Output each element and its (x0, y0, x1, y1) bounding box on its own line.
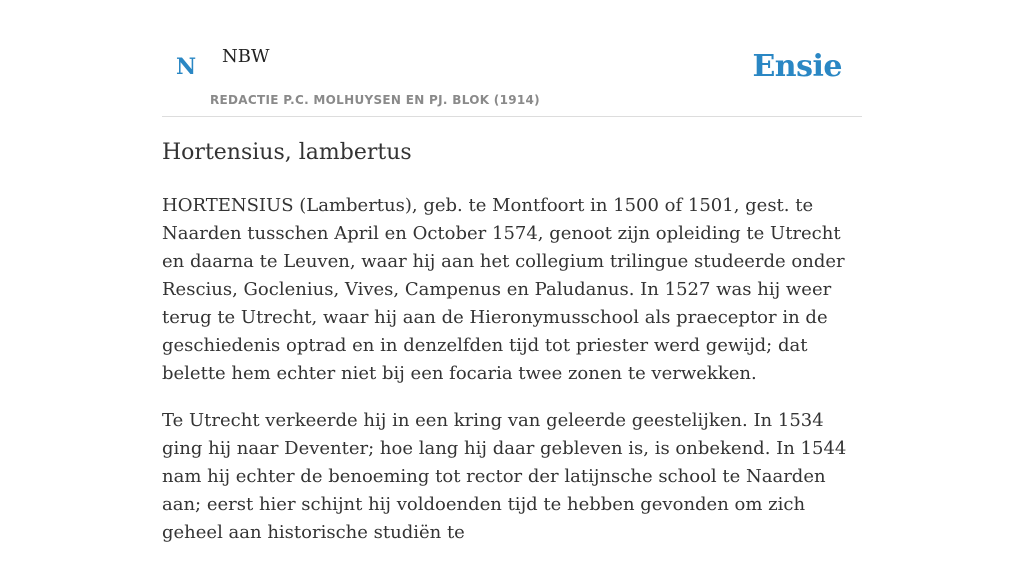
article-body (162, 192, 862, 566)
brand-logo[interactable]: Ensie (752, 49, 842, 84)
article-paragraph: Te Utrecht verkeerde hij in een kring van geleerde geestelijken. In 1534 ging hij naar Deventer; hoe lang hij daar gebleven is, is onbekend. In 1544 nam hij echter de benoeming tot rector der latijnsche school te Naarden aan; eerst hier schijnt hij voldoenden tijd te hebben gevonden om zich geheel aan historische studiën te (162, 410, 847, 543)
source-header (162, 0, 862, 117)
source-name[interactable]: NBW (222, 46, 270, 67)
source-logo[interactable]: N (176, 54, 197, 80)
source-editors: REDACTIE P.C. MOLHUYSEN EN PJ. BLOK (1914) (210, 93, 540, 107)
article-paragraph: HORTENSIUS (Lambertus), geb. te Montfoort in 1500 of 1501, gest. te Naarden tusschen April en October 1574, genoot zijn opleiding te Utrecht en daarna te Leuven, waar hij aan het collegium trilingue studeerde onder Rescius, Goclenius, Vives, Campenus en Paludanus. In 1527 was hij weer terug te Utrecht, waar hij aan de Hieronymusschool als praeceptor in de geschiedenis optrad en in denzelfden tijd tot priester werd gewijd; dat belette hem echter niet bij een focaria twee zonen te verwekken. (162, 195, 845, 384)
article-title: Hortensius, lambertus (162, 140, 412, 165)
